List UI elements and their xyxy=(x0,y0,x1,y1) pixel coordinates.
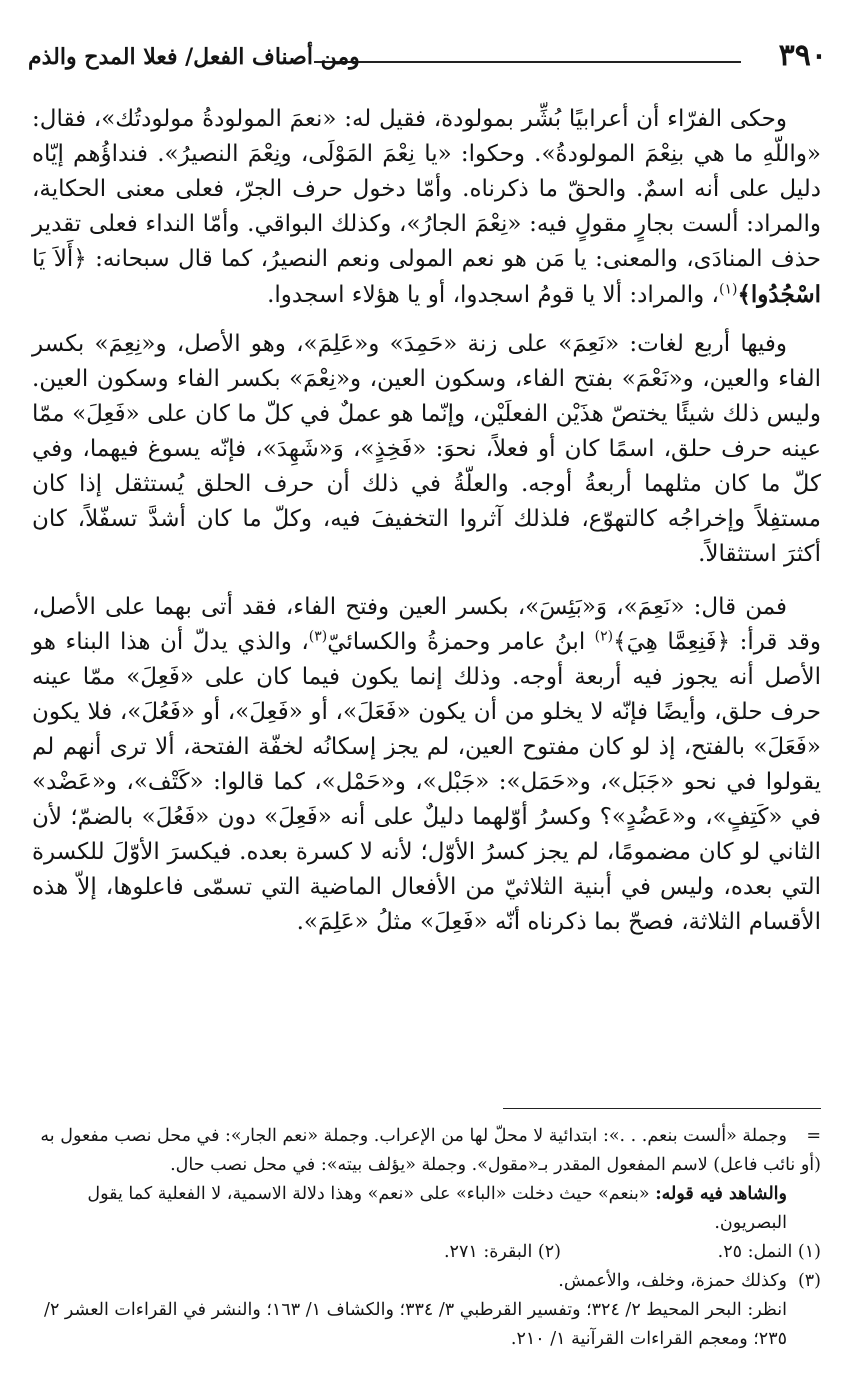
page-number: ٣٩٠ xyxy=(778,38,827,73)
footnote-1: (١) النمل: ٢٥. xyxy=(717,1242,821,1262)
running-title: ومن أصناف الفعل/ فعلا المدح والذم xyxy=(28,44,360,70)
footnote-shahid: والشاهد فيه قوله: «بنعم» حيث دخلت «الباء» على «نعم» وهذا دلالة الاسمية، لا الفعلية كما يقول البصريون. xyxy=(87,1184,787,1233)
footnotes xyxy=(32,1122,821,1354)
footnote-ref-1: (١) xyxy=(718,281,738,298)
footnote-2: (٢) البقرة: ٢٧١. xyxy=(443,1242,561,1262)
header-rule xyxy=(314,61,741,63)
paragraph-2: وفيها أربع لغات: «نَعِمَ» على زنة «حَمِدَ» و«عَلِمَ»، وهو الأصل، و«نِعِمَ» بكسر الفاء والعين، و«نَعْمَ» بفتح الفاء، وسكون العين، و«نِعْمَ» بكسر الفاء وسكون العين. وليس ذلك شيئًا يختصّ هذَيْن الفعلَيْن، وإنّما هو عملٌ في كلّ ما كان على «فَعِلَ» ممّا عينه حرف حلق، اسمًا كان أو فعلاً، نحوَ: «فَخِذٍ»، وَ«شَهِدَ»، فإنّه يسوغ فيهما، وفي كلّ ما كان مثلهما أربعةُ أوجه. والعلّةُ في ذلك أن حرف الحلق يُستثقل إذا كان مستفِلاً وإخراجُه كالتهوّع، فلذلك آثروا التخفيفَ فيه، وكلّ ما كان أشدَّ تسفّلاً، كان أكثرَ استثقالاً. xyxy=(32,331,821,567)
footnote-ref-2: (٢) xyxy=(594,628,614,645)
footnote-continuation: =وجملة «ألست بنعم. . .»: ابتدائية لا محلّ لها من الإعراب. وجملة «نعم الجار»: في محل نصب مفعول به (أو نائب فاعل) لاسم المفعول المقدر بـ«مقول». وجملة «يؤلف بيته»: في محل نصب حال. xyxy=(40,1126,821,1175)
footnote-row-1-2 xyxy=(32,1238,821,1267)
page-header xyxy=(22,36,833,76)
footnote-3-refs: انظر: البحر المحيط ٢/ ٣٢٤؛ وتفسير القرطبي ٣/ ٣٣٤؛ والكشاف ١/ ١٦٣؛ والنشر في القراءات العشر ٢/ ٢٣٥؛ ومعجم القراءات القرآنية ١/ ٢١٠. xyxy=(44,1300,787,1349)
paragraph-1: وحكى الفرّاء أن أعرابيًا بُشِّر بمولودة، فقيل له: «نعمَ المولودةُ مولودتُك»، فقال: «واللّهِ ما هي بنِعْمَ المولودةُ». وحكوا: «يا نِعْمَ المَوْلَى، ونِعْمَ النصيرُ». فنداؤُهم إيّاه دليل على أنه اسمٌ. والحقّ ما ذكرناه. وأمّا دخول حرف الجرّ، فعلى معنى الحكاية، والمراد: ألست بجارٍ مقولٍ فيه: «نِعْمَ الجارُ»، وكذلك البواقي. وأمّا النداء فعلى تقدير حذف المنادَى، والمعنى: يا مَن هو نعم المولى ونعم النصيرُ، كما قال سبحانه: ﴿أَلاَ يَا اسْجُدُوا﴾$^{(١)}$، والمراد: ألا يا قومُ اسجدوا، أو يا هؤلاء اسجدوا. xyxy=(32,106,821,308)
footnote-ref-3: (٣) xyxy=(308,628,328,645)
footnote-separator xyxy=(503,1108,821,1109)
main-text xyxy=(32,102,821,940)
footnote-3: (٣)وكذلك حمزة، وخلف، والأعمش. xyxy=(558,1271,821,1291)
quran-quote: اسْجُدُوا﴾ xyxy=(737,281,821,308)
paragraph-3: فمن قال: «نَعِمَ»، وَ«بَئِسَ»، بكسر العين وفتح الفاء، فقد أتى بهما على الأصل، وقد قرأ: ﴿فَنِعِمَّا هِيَ﴾$^{(٢)}$ ابنُ عامر وحمزةُ والكسائيّ$^{(٣)}$، والذي يدلّ أن هذا البناء هو الأصل أنه يجوز فيه أربعة أوجه. وذلك إنما يكون فيما كان على «فَعِلَ» ممّا عينه حرف حلق، وأيضًا فإنّه لا يخلو من أن يكون «فَعَلَ»، أو «فَعِلَ»، أو «فَعُلَ»، فلا يكون «فَعَلَ» بالفتح، إذ لو كان مفتوح العين، لم يجز إسكانُه لخفّة الفتحة، ألا ترى أنهم لم يقولوا في نحو «جَبَل»، و«حَمَل»: «جَبْل»، و«حَمْل»، كما قالوا: «كَتْف»، و«عَضْد» في «كَتِفٍ»، و«عَضُدٍ»؟ وكسرُ أوّلهما دليلٌ على أنه «فَعِلَ» دون «فَعُلَ» بالضمّ؛ لأن الثاني لو كان مضمومًا، لم يجز كسرُ الأوّل؛ لأنه لا كسرة بعده. فيكسرَ الأوّلَ للكسرة التي بعده، وليس في أبنية الثلاثيّ من الأفعال الماضية التي تسمّى فاعلوها، إلاّ هذه الأقسام الثلاثة، فصحّ بما ذكرناه أنّه «فَعِلَ» مثلُ «عَلِمَ». xyxy=(32,594,821,935)
